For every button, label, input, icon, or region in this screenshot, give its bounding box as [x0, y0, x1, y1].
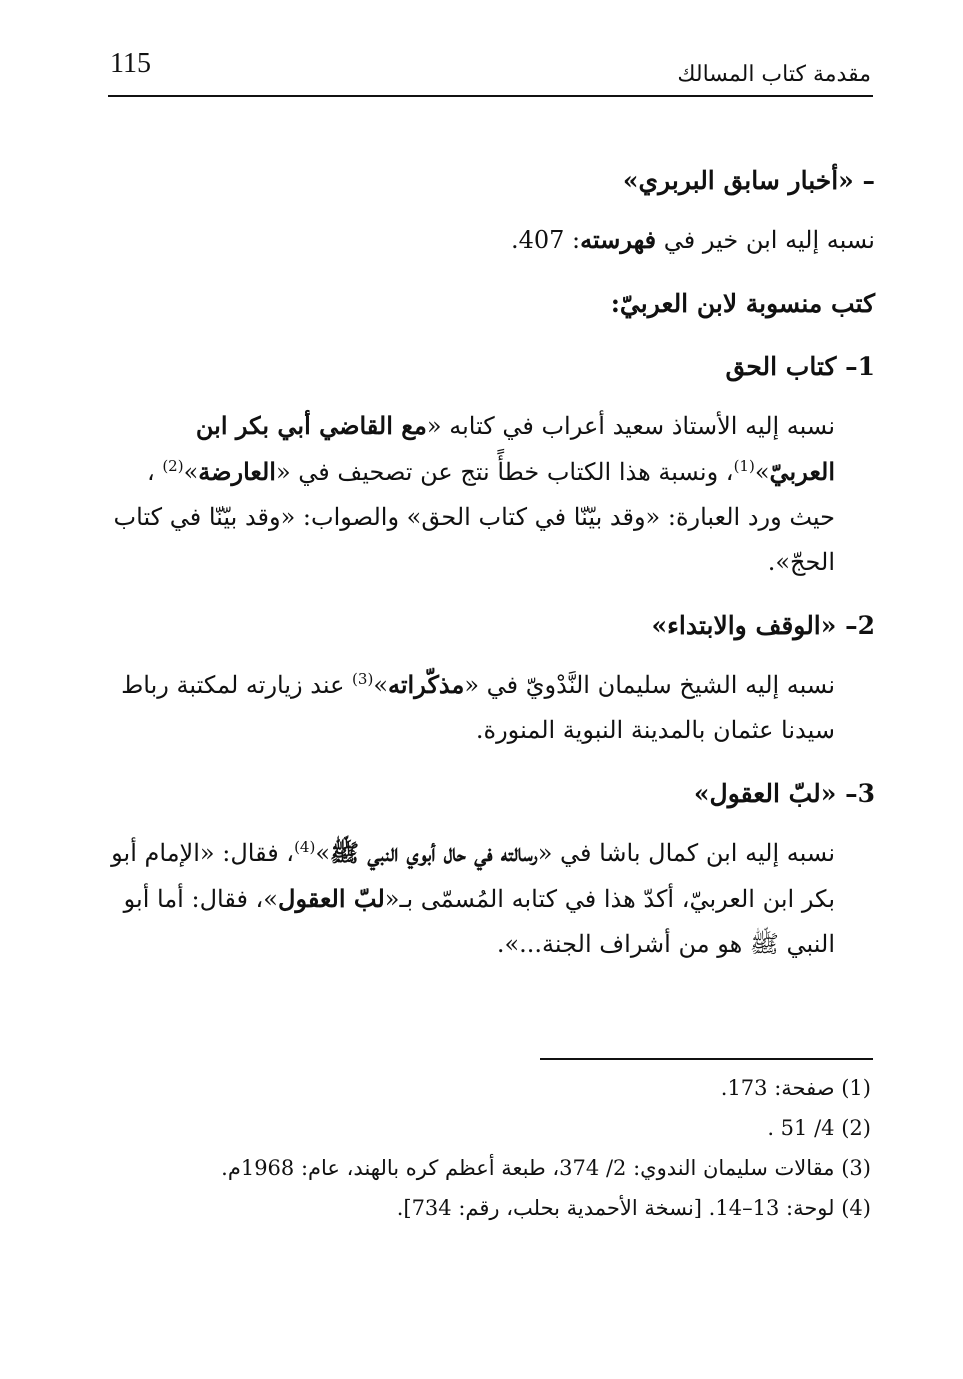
entry-body-2: [100, 662, 875, 753]
text-run: »: [373, 671, 388, 699]
running-head: مقدمة كتاب المسالك: [677, 62, 871, 87]
bold-run: لبّ العقول: [278, 884, 385, 913]
text-run: نسبه إليه الأستاذ سعيد أعراب في كتابه «: [426, 412, 835, 440]
text-run: »، فقال: أما أبو النبي ﷺ هو من أشراف الجنة...».: [123, 885, 835, 958]
footnote-rule: [540, 1058, 873, 1060]
bold-run: مع القاضي أبي بكر ابن العربيّ: [195, 411, 835, 486]
text-run: نسبه إليه ابن خير في: [656, 226, 875, 254]
page-number: 115: [110, 48, 151, 79]
entry-heading-2: 2– «الوقف والابتداء»: [651, 611, 875, 640]
text-run: ، ونسبة هذا الكتاب خطأً نتج عن تصحيف في «: [275, 458, 734, 486]
entry-heading-3: 3– «لبّ العقول»: [693, 779, 875, 808]
text-run: »: [315, 839, 331, 867]
text-run: نسبه إليه ابن كمال باشا في «: [537, 839, 835, 867]
footnote-1: (1) صفحة: 173.: [720, 1076, 871, 1100]
entry-heading-1: 1– كتاب الحق: [725, 352, 875, 381]
footnote-4: (4) لوحة: 13–14. [نسخة الأحمدية بحلب، رقم: 734].: [396, 1196, 871, 1220]
entry-heading-akhbar: – «أخبار سابق البربري»: [622, 166, 875, 195]
text-run: ، حيث ورد العبارة: «وقد بيّنّا في كتاب الحق» والصواب: «وقد بيّنّا في كتاب الحجّ».: [113, 458, 835, 576]
header-rule: [108, 95, 873, 97]
text-run: عند زيارته لمكتبة رباط سيدنا عثمان بالمدينة النبوية المنورة.: [121, 671, 835, 744]
entry-body-akhbar: [100, 217, 875, 263]
text-run: نسبه إليه الشيخ سليمان النَّدْويّ في «: [464, 671, 835, 699]
text-run: : 407.: [510, 226, 581, 254]
footnote-ref: (1): [733, 457, 755, 475]
bold-run: العارضة: [198, 457, 276, 486]
footnote-ref: (4): [294, 838, 316, 856]
main-text: [100, 140, 875, 967]
bold-run: مذكّراته: [388, 670, 465, 699]
section-title: كتب منسوبة لابن العربيّ:: [610, 289, 875, 318]
bold-run: رسالته في حال أبوي النبي ﷺ: [330, 838, 538, 867]
footnote-2: (2) 4/ 51 .: [767, 1116, 871, 1140]
text-run: »: [183, 458, 199, 486]
footnote-ref: (3): [352, 670, 374, 688]
bold-run: فهرسته: [580, 225, 657, 254]
footnote-ref: (2): [162, 457, 184, 475]
entry-body-1: [100, 403, 875, 585]
entry-body-3: [100, 830, 875, 967]
footnote-3: (3) مقالات سليمان الندوي: 2/ 374، طبعة أعظم كره بالهند، عام: 1968م.: [221, 1156, 871, 1180]
footnotes: [100, 1068, 871, 1228]
text-run: ، فقال: «الإمام أبو بكر ابن العربيّ، أكدّ هذا في كتابه المُسمّى بـ«: [111, 839, 835, 913]
text-run: »: [754, 458, 770, 486]
